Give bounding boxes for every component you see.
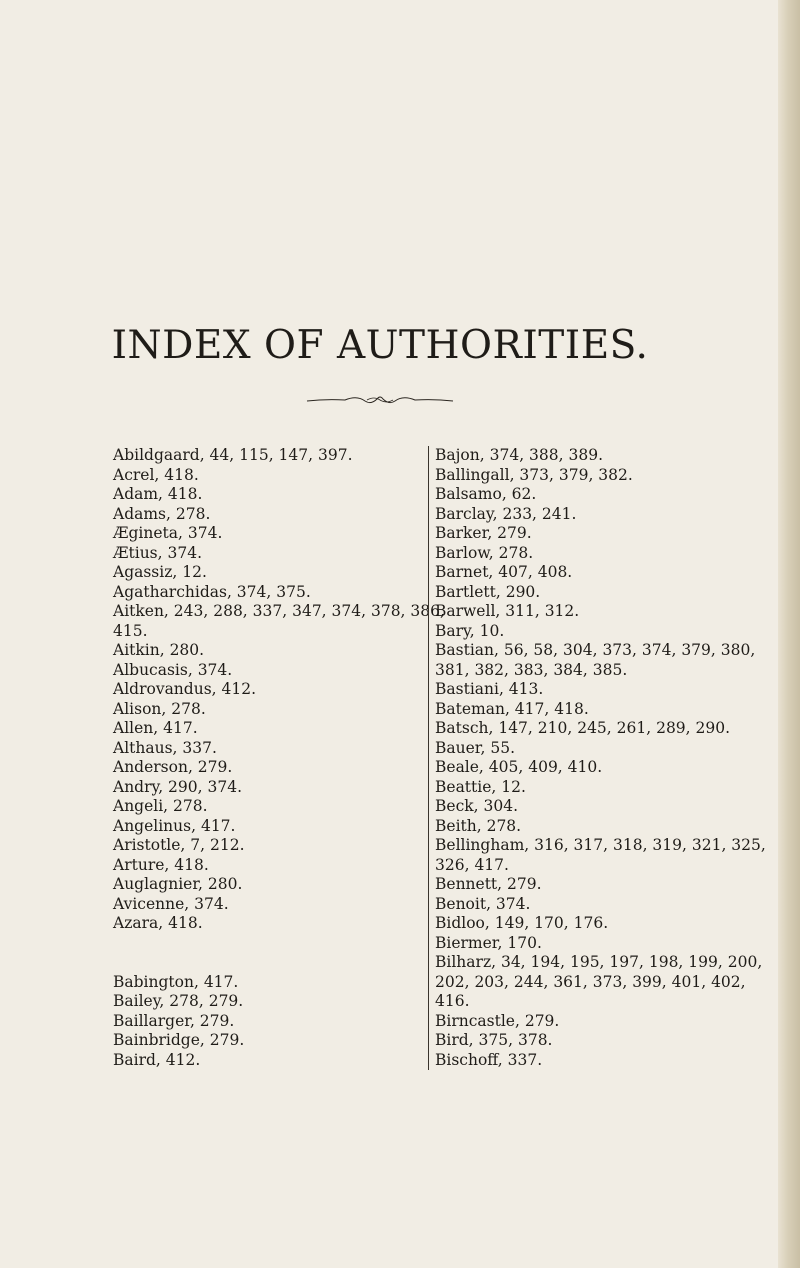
index-entry bbox=[113, 914, 403, 934]
entry-line: Barlow, 278. bbox=[435, 543, 534, 562]
index-entry bbox=[435, 641, 755, 680]
entry-line: Adam, 418. bbox=[113, 485, 203, 503]
entry-line: Beattie, 12. bbox=[435, 777, 526, 796]
entry-line: Ægineta, 374. bbox=[113, 524, 223, 542]
right-entries bbox=[435, 446, 766, 1070]
entry-line: Alison, 278. bbox=[113, 699, 206, 718]
entry-line: Althaus, 337. bbox=[113, 738, 217, 757]
entry-line: Barnet, 407, 408. bbox=[435, 563, 573, 581]
entry-line: Acrel, 418. bbox=[113, 465, 199, 484]
entry-line: Babington, 417. bbox=[113, 972, 239, 991]
index-entry bbox=[113, 466, 403, 486]
index-entry bbox=[113, 836, 403, 856]
index-entry bbox=[435, 622, 755, 642]
index-entry bbox=[435, 544, 755, 564]
index-entry bbox=[113, 544, 403, 564]
entry-continuation: 415. bbox=[113, 621, 148, 640]
index-entry bbox=[435, 797, 755, 817]
index-entry bbox=[113, 797, 403, 817]
entry-line: Beith, 278. bbox=[435, 816, 522, 835]
index-entry bbox=[113, 1051, 403, 1071]
index-entry bbox=[113, 973, 403, 993]
index-entry bbox=[435, 875, 755, 895]
entry-line: Angelinus, 417. bbox=[113, 816, 236, 835]
section-gap bbox=[113, 934, 403, 973]
entry-line: Auglagnier, 280. bbox=[113, 875, 243, 893]
index-entry bbox=[435, 739, 755, 759]
index-entry bbox=[435, 446, 755, 466]
index-entry bbox=[435, 1031, 755, 1051]
entry-line: Bastiani, 413. bbox=[435, 680, 544, 698]
entry-line: Albucasis, 374. bbox=[113, 660, 233, 679]
index-entry bbox=[435, 505, 755, 525]
entry-line: Adams, 278. bbox=[113, 504, 211, 523]
index-entry bbox=[435, 563, 755, 583]
index-entry bbox=[435, 485, 755, 505]
index-entry bbox=[435, 466, 755, 486]
entry-line: Bateman, 417, 418. bbox=[435, 699, 589, 718]
index-entry bbox=[435, 895, 755, 915]
index-entry bbox=[435, 1051, 755, 1071]
index-entry bbox=[113, 583, 403, 603]
entry-line: Barker, 279. bbox=[435, 524, 532, 542]
entry-line: Bird, 375, 378. bbox=[435, 1031, 553, 1049]
left-entries-a bbox=[113, 446, 445, 934]
entry-line: Bilharz, 34, 194, 195, 197, 198, 199, 200, bbox=[435, 953, 763, 971]
entry-line: Bennett, 279. bbox=[435, 875, 542, 893]
index-entry bbox=[113, 856, 403, 876]
entry-line: Anderson, 279. bbox=[113, 758, 233, 776]
entry-line: Ætius, 374. bbox=[113, 543, 203, 562]
ornament-divider bbox=[305, 394, 455, 406]
index-entry bbox=[435, 914, 755, 934]
index-entry bbox=[435, 700, 755, 720]
index-entry bbox=[113, 602, 445, 641]
index-entry bbox=[113, 505, 403, 525]
entry-line: Bischoff, 337. bbox=[435, 1050, 543, 1069]
entry-line: Andry, 290, 374. bbox=[113, 777, 243, 796]
index-entry bbox=[113, 1012, 403, 1032]
entry-line: Barwell, 311, 312. bbox=[435, 602, 580, 620]
entry-line: Aitken, 243, 288, 337, 347, 374, 378, 386, bbox=[113, 602, 445, 620]
index-entry bbox=[435, 719, 755, 739]
index-entry bbox=[113, 446, 403, 466]
entry-line: Balsamo, 62. bbox=[435, 485, 537, 503]
entry-line: Avicenne, 374. bbox=[113, 894, 229, 913]
index-entry bbox=[435, 778, 755, 798]
entry-continuation: 202, 203, 244, 361, 373, 399, 401, 402, bbox=[435, 972, 746, 991]
entry-line: Bauer, 55. bbox=[435, 738, 515, 757]
left-entries-b bbox=[113, 973, 403, 1071]
index-entry bbox=[435, 817, 755, 837]
entry-line: Allen, 417. bbox=[113, 719, 198, 737]
entry-line: Bartlett, 290. bbox=[435, 582, 541, 601]
index-entry bbox=[113, 895, 403, 915]
entry-line: Agassiz, 12. bbox=[113, 563, 207, 581]
index-entry bbox=[435, 934, 755, 954]
index-entry bbox=[113, 680, 403, 700]
index-entry bbox=[435, 758, 755, 778]
entry-line: Arture, 418. bbox=[113, 855, 209, 874]
index-entry bbox=[113, 758, 403, 778]
entry-line: Bastian, 56, 58, 304, 373, 374, 379, 380, bbox=[435, 641, 756, 659]
index-entry bbox=[113, 524, 403, 544]
index-entry bbox=[113, 992, 403, 1012]
entry-continuation: 381, 382, 383, 384, 385. bbox=[435, 660, 628, 679]
entry-line: Bainbridge, 279. bbox=[113, 1031, 245, 1049]
left-column bbox=[113, 446, 445, 1070]
index-entry bbox=[113, 700, 403, 720]
entry-line: Batsch, 147, 210, 245, 261, 289, 290. bbox=[435, 719, 731, 737]
entry-line: Aitkin, 280. bbox=[113, 641, 205, 659]
entry-line: Beale, 405, 409, 410. bbox=[435, 758, 603, 776]
right-column bbox=[428, 446, 766, 1070]
entry-continuation: 326, 417. bbox=[435, 855, 509, 874]
index-entry bbox=[113, 485, 403, 505]
index-entry bbox=[113, 563, 403, 583]
entry-line: Biermer, 170. bbox=[435, 933, 542, 952]
entry-line: Bellingham, 316, 317, 318, 319, 321, 325, bbox=[435, 836, 766, 854]
entry-line: Benoit, 374. bbox=[435, 894, 531, 913]
entry-line: Barclay, 233, 241. bbox=[435, 504, 577, 523]
index-entry bbox=[435, 524, 755, 544]
entry-line: Bajon, 374, 388, 389. bbox=[435, 446, 603, 464]
entry-line: Aldrovandus, 412. bbox=[113, 680, 257, 698]
entry-line: Azara, 418. bbox=[113, 914, 203, 932]
entry-line: Agatharchidas, 374, 375. bbox=[113, 582, 311, 601]
entry-line: Beck, 304. bbox=[435, 797, 519, 815]
entry-line: Bailey, 278, 279. bbox=[113, 992, 244, 1010]
entry-line: Angeli, 278. bbox=[113, 797, 208, 815]
entry-line: Bidloo, 149, 170, 176. bbox=[435, 914, 609, 932]
index-entry bbox=[435, 602, 755, 622]
index-entry bbox=[113, 641, 403, 661]
entry-line: Ballingall, 373, 379, 382. bbox=[435, 465, 633, 484]
entry-line: Bary, 10. bbox=[435, 621, 505, 640]
page-edge bbox=[778, 0, 800, 1268]
index-entry bbox=[435, 953, 763, 1012]
index-entry bbox=[113, 739, 403, 759]
page-title: INDEX OF AUTHORITIES. bbox=[111, 323, 649, 368]
index-entry bbox=[113, 661, 403, 681]
index-entry bbox=[435, 836, 766, 875]
index-entry bbox=[435, 1012, 755, 1032]
entry-line: Aristotle, 7, 212. bbox=[113, 836, 245, 854]
entry-line: Birncastle, 279. bbox=[435, 1011, 560, 1030]
index-entry bbox=[435, 583, 755, 603]
index-entry bbox=[113, 719, 403, 739]
entry-line: Baird, 412. bbox=[113, 1050, 201, 1069]
index-entry bbox=[435, 680, 755, 700]
entry-continuation: 416. bbox=[435, 992, 470, 1010]
entry-line: Abildgaard, 44, 115, 147, 397. bbox=[113, 446, 353, 464]
index-entry bbox=[113, 1031, 403, 1051]
index-entry bbox=[113, 875, 403, 895]
index-entry bbox=[113, 817, 403, 837]
entry-line: Baillarger, 279. bbox=[113, 1011, 235, 1030]
index-entry bbox=[113, 778, 403, 798]
